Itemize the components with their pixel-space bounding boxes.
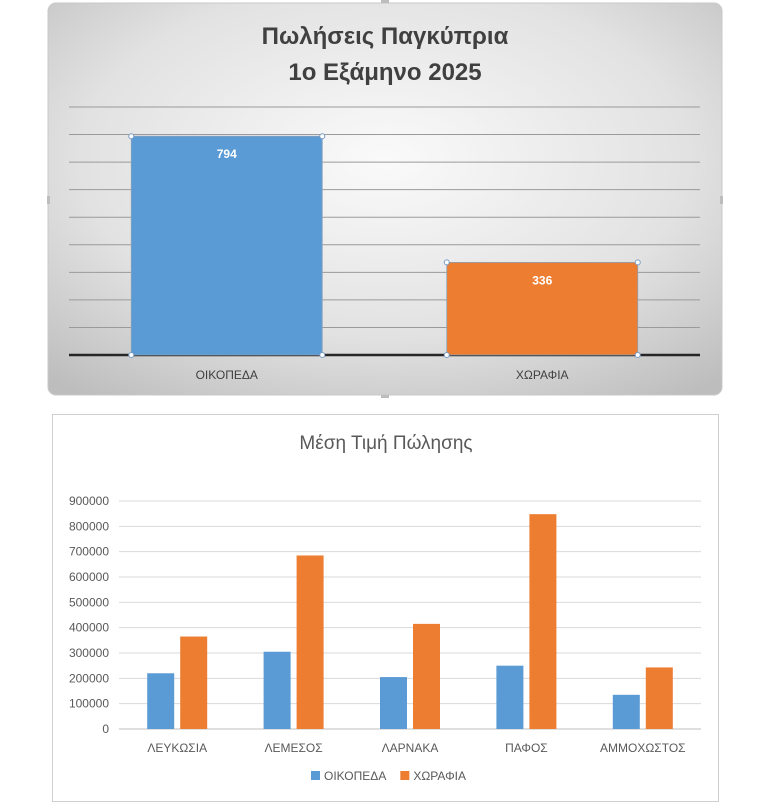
y-tick-label: 600000 [68, 570, 109, 584]
bar[interactable] [613, 695, 640, 729]
bar[interactable] [180, 637, 207, 729]
legend-swatch [311, 771, 320, 780]
bar-handle[interactable] [635, 260, 640, 265]
bar-handle[interactable] [635, 353, 640, 358]
y-tick-label: 800000 [68, 519, 109, 534]
bar[interactable] [131, 136, 322, 355]
chart-title: Μέση Τιμή Πώλησης [299, 433, 473, 454]
sales-chart-svg [47, 0, 723, 398]
y-tick-label: 400000 [68, 620, 109, 635]
bar[interactable] [413, 624, 440, 729]
y-tick-label: 0 [102, 722, 109, 736]
bar-handle[interactable] [320, 134, 325, 139]
bar[interactable] [646, 667, 673, 729]
avg-price-chart-svg [53, 415, 720, 803]
chart-title: Πωλήσεις Παγκύπρια [261, 23, 509, 50]
x-tick-label: ΟΙΚΟΠΕΔΑ [195, 368, 258, 382]
x-tick-label: ΛΕΥΚΩΣΙΑ [147, 741, 208, 755]
x-tick-label: ΛΑΡΝΑΚΑ [381, 741, 439, 755]
sales-chart[interactable] [47, 0, 723, 398]
bar[interactable] [264, 652, 291, 729]
bar-handle[interactable] [129, 353, 134, 358]
avg-price-chart[interactable] [52, 414, 719, 802]
x-tick-label: ΧΩΡΑΦΙΑ [515, 368, 569, 382]
bar-handle[interactable] [129, 134, 134, 139]
data-label: 794 [216, 147, 237, 162]
y-tick-label: 100000 [68, 696, 109, 711]
bar[interactable] [297, 555, 324, 729]
x-tick-label: ΠΑΦΟΣ [505, 741, 548, 755]
bar-handle[interactable] [320, 353, 325, 358]
legend-label: ΧΩΡΑΦΙΑ [413, 769, 466, 783]
x-tick-label: ΑΜΜΟΧΩΣΤΟΣ [600, 741, 686, 755]
chart-subtitle: 1ο Εξάμηνο 2025 [288, 59, 482, 86]
legend-label: ΟΙΚΟΠΕΔΑ [324, 769, 387, 783]
bar[interactable] [380, 677, 407, 729]
bar-handle[interactable] [444, 260, 449, 265]
bar-handle[interactable] [444, 353, 449, 358]
y-tick-label: 200000 [68, 671, 109, 686]
bar[interactable] [147, 673, 174, 729]
x-tick-label: ΛΕΜΕΣΟΣ [264, 741, 323, 755]
data-label: 336 [532, 273, 553, 288]
y-tick-label: 300000 [68, 646, 109, 660]
bar[interactable] [529, 514, 556, 729]
y-tick-label: 900000 [68, 494, 109, 508]
y-tick-label: 700000 [68, 544, 109, 559]
legend-swatch [400, 771, 409, 780]
bar[interactable] [496, 666, 523, 729]
y-tick-label: 500000 [68, 595, 109, 610]
